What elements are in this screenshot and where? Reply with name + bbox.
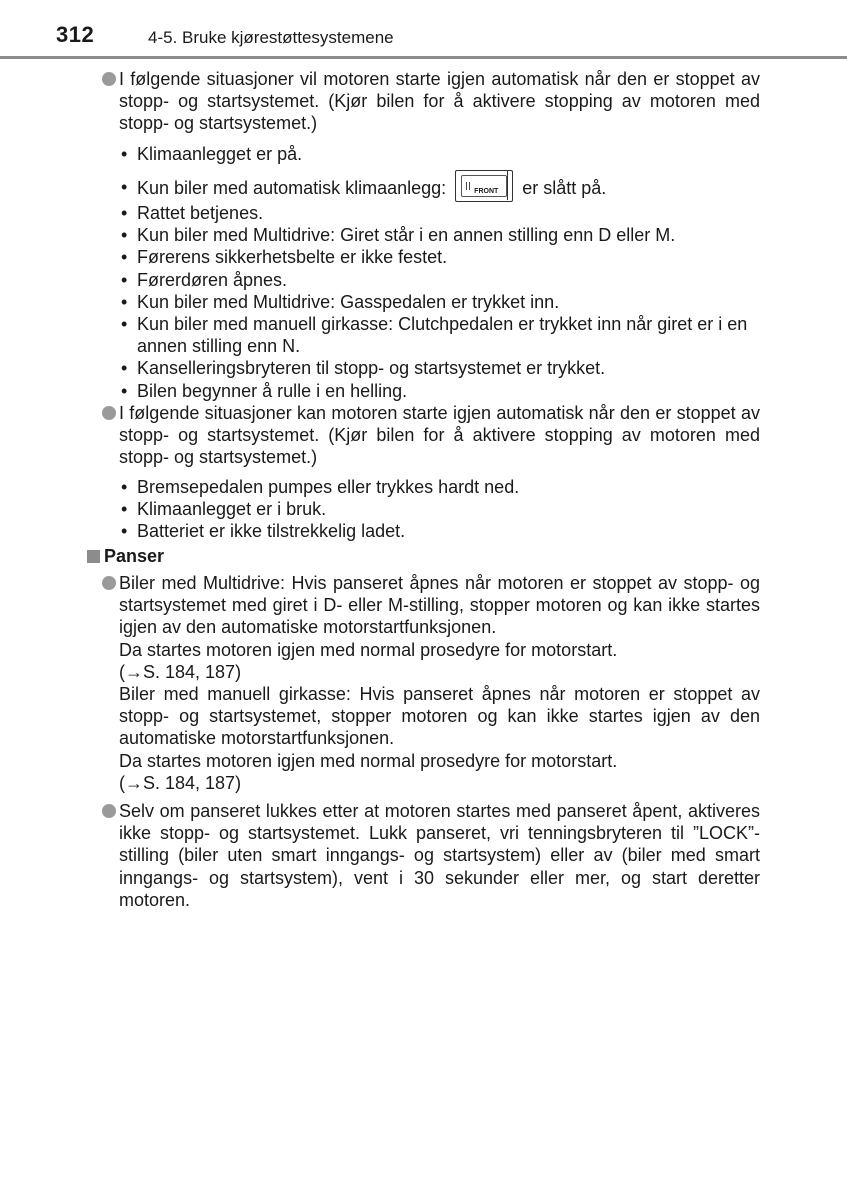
section-heading: Panser [87, 545, 164, 567]
chapter-title: 4-5. Bruke kjørestøttesystemene [148, 28, 394, 47]
auto-restart-intro [119, 68, 760, 135]
front-defroster-button-icon [455, 170, 513, 202]
list-item: • Kun biler med Multidrive: Giret står i en annen stilling enn D eller M. [121, 225, 676, 246]
list-item: • Batteriet er ikke tilstrekkelig ladet. [121, 521, 406, 542]
auto-restart-list-rest [121, 202, 761, 402]
page-number: 312 [56, 22, 95, 47]
list-item: • Kanselleringsbryteren til stopp- og startsystemet er trykket. [121, 358, 606, 379]
auto-restart-intro-text: I følgende situasjoner vil motoren starte igjen automatisk når den er stoppet av stopp- og startsystemet. (Kjør bilen for å aktivere stopping av motoren med stopp- og startsystemet.) [119, 69, 760, 134]
list-item: • Bremsepedalen pumpes eller trykkes hardt ned. [121, 477, 520, 497]
square-bullet-icon [87, 550, 100, 563]
list-item: • Bilen begynner å rulle i en helling. [121, 380, 408, 401]
list-item: • Rattet betjenes. [121, 203, 264, 223]
hood-closed-paragraph: Selv om panseret lukkes etter at motoren startes med panseret åpent, aktiveres ikke stopp- og startsystemet. Lukk panseret, vri tenningsbryteren til ”LOCK”-stilling (biler uten smart inngangs- og startsystem) eller av (biler med smart inngangs- og startsystem), vent i 30 sekunder eller mer, og start deretter motoren. [119, 800, 760, 911]
circle-bullet-icon [102, 804, 116, 818]
list-item: • Klimaanlegget er i bruk. [121, 499, 327, 520]
list-item: • Førerens sikkerhetsbelte er ikke festet. [121, 247, 448, 268]
circle-bullet-icon [102, 406, 116, 420]
circle-bullet-icon [102, 72, 116, 86]
list-item: • Klimaanlegget er på. [121, 144, 303, 164]
auto-restart-list-climate [121, 176, 761, 202]
header-rule [0, 56, 847, 59]
list-item: • Førerdøren åpnes. [121, 269, 288, 290]
indicator-icon [466, 182, 470, 190]
possible-restart-list [121, 476, 761, 543]
possible-restart-intro [119, 402, 760, 469]
possible-restart-intro-text: I følgende situasjoner kan motoren starte igjen automatisk når den er stoppet av stopp- og startsystemet. (Kjør bilen for å aktivere stopping av motoren med stopp- og startsystemet.) [119, 403, 760, 468]
circle-bullet-icon [102, 576, 116, 590]
hood-multidrive-paragraph: Biler med Multidrive: Hvis panseret åpnes når motoren er stoppet av stopp- og startsystemet med giret i D- eller M-stilling, stopper motoren og kan ikke startes igjen av den automatiske motorstartfunksjonen. Da startes motoren igjen med normal prosedyre for motorstart. (→S. 184, 187) Biler med manuell girkasse: Hvis panseret åpnes når motoren er stoppet av stopp- og startsystemet, stopper motoren og kan ikke startes igjen av den automatiske motorstartfunksjonen. Da startes motoren igjen med normal prosedyre for motorstart. (→S. 184, 187) [119, 572, 760, 794]
list-item: • Kun biler med manuell girkasse: Clutchpedalen er trykket inn når giret er i en annen stilling enn N. [121, 314, 748, 357]
list-item: • Kun biler med Multidrive: Gasspedalen er trykket inn. [121, 291, 560, 312]
list-item: • Kun biler med automatisk klimaanlegg: FRONT er slått på. [121, 176, 761, 202]
page-header [0, 0, 847, 60]
auto-restart-list [121, 143, 761, 165]
front-defroster-label: FRONT [474, 188, 499, 195]
